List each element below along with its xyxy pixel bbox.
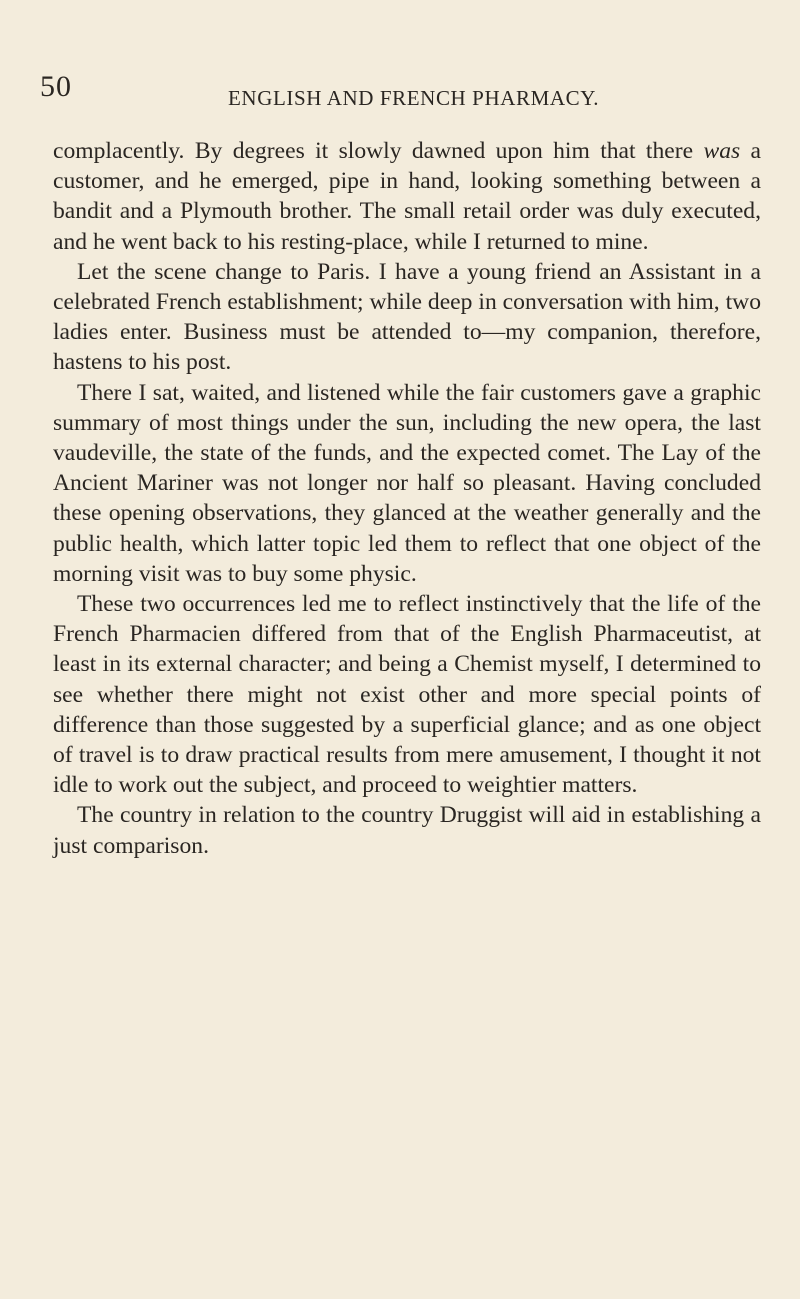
- running-title: ENGLISH AND FRENCH PHARMACY.: [228, 86, 600, 110]
- paragraph-country-druggist: The country in relation to the country Druggist will aid in establishing a just comparison.: [53, 802, 761, 859]
- page-number: 50: [40, 70, 72, 103]
- paragraph-reflection: These two occurrences led me to reflect instinctively that the life of the French Pharmacien differed from that of the English Pharmaceutist, at least in its external character; and being a Chemist myself, I determined to see whether there might not exist other and more special points of difference than those suggested by a superficial glance; and as one object of travel is to draw practical results from mere amusement, I thought it not idle to work out the subject, and proceed to weightier matters.: [53, 591, 761, 799]
- body-text: [53, 136, 761, 861]
- paragraph-text: complacently. By degrees it slowly dawned upon him that there: [53, 138, 704, 164]
- running-head: [40, 72, 760, 112]
- paragraph-paris-scene: Let the scene change to Paris. I have a young friend an Assistant in a celebrated French establishment; while deep in conversation with him, two ladies enter. Business must be attended to—my companion, therefore, hastens to his post.: [53, 258, 761, 376]
- paragraph-text: a customer, and he emerged, pipe in hand, looking something between a bandit and a Plymouth brother. The small retail order was duly executed, and he went back to his resting-place, while I returned to mine.: [53, 138, 762, 255]
- paragraph-continuation: [53, 136, 761, 257]
- paragraph-customers-conversation: There I sat, waited, and listened while the fair customers gave a graphic summary of most things under the sun, including the new opera, the last vaudeville, the state of the funds, and the expected comet. The Lay of the Ancient Mariner was not longer nor half so pleasant. Having concluded these opening observations, they glanced at the weather generally and the public health, which latter topic led them to reflect that one object of the morning visit was to buy some physic.: [53, 379, 761, 587]
- emphasized-word: was: [703, 138, 741, 164]
